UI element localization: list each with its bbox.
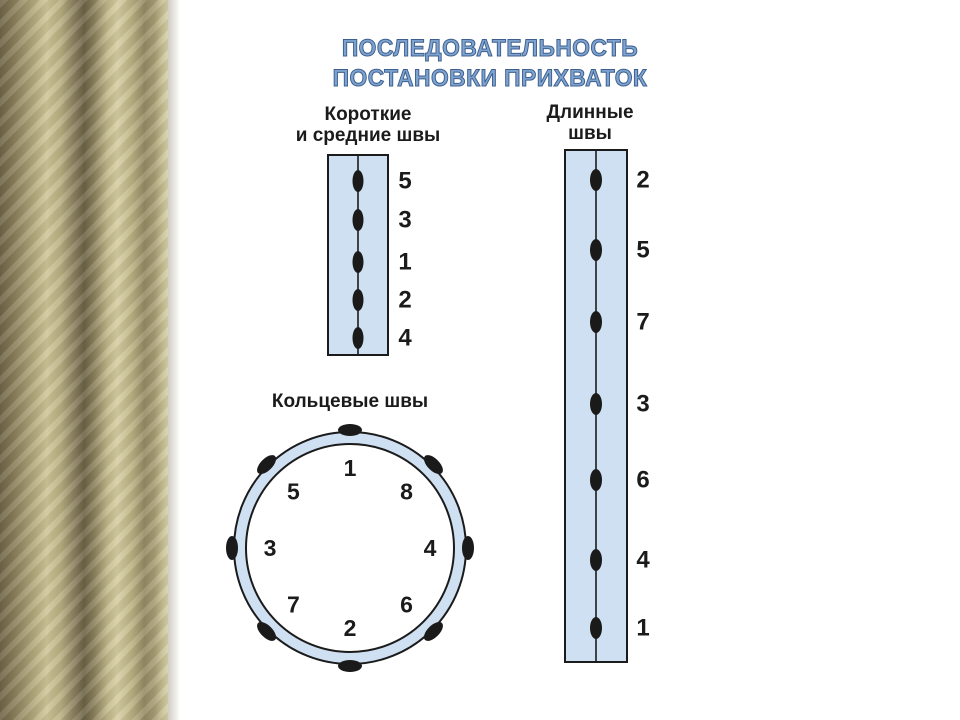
short-seam-order-number: 4 xyxy=(398,324,412,352)
short-seam-tack xyxy=(353,251,364,273)
ring-seam-diagram xyxy=(226,424,474,672)
long-seam-order-number: 3 xyxy=(636,390,650,418)
long-seam-order-number: 1 xyxy=(636,614,650,642)
short-seam-diagram xyxy=(328,155,412,355)
ring-seam-tack xyxy=(462,536,474,560)
long-seam-diagram xyxy=(565,150,650,662)
long-seam-label-line-1: Длинные xyxy=(546,102,634,123)
ring-seam-order-number: 6 xyxy=(400,591,413,618)
ring-seam-tack xyxy=(338,660,362,672)
title-line-1: ПОСЛЕДОВАТЕЛЬНОСТЬ xyxy=(341,35,639,62)
ring-seam-order-number: 4 xyxy=(423,535,437,561)
ring-seam-tack xyxy=(338,424,362,436)
long-seam-order-number: 5 xyxy=(636,236,650,264)
long-seam-tack xyxy=(590,617,602,639)
short-seam-tack xyxy=(353,327,364,349)
short-seam-label-line-2: и средние швы xyxy=(295,125,441,146)
ring-seam-order-number: 7 xyxy=(287,591,300,618)
ring-seam-tack xyxy=(226,536,238,560)
title-line-2: ПОСТАНОВКИ ПРИХВАТОК xyxy=(332,65,648,92)
long-seam-order-number: 2 xyxy=(636,166,650,194)
long-seam-order-number: 6 xyxy=(636,466,650,494)
long-seam-order-number: 4 xyxy=(636,546,650,574)
short-seam-tack xyxy=(353,170,364,192)
long-seam-tack xyxy=(590,311,602,333)
ring-seam-order-number: 8 xyxy=(400,478,413,505)
long-seam-tack xyxy=(590,393,602,415)
ring-seam-order-number: 2 xyxy=(343,615,357,641)
ring-seam-order-number: 1 xyxy=(343,455,357,481)
long-seam-tack xyxy=(590,549,602,571)
long-seam-tack xyxy=(590,239,602,261)
long-seam-order-number: 7 xyxy=(636,308,650,336)
short-seam-label-line-1: Короткие xyxy=(324,104,412,125)
short-seam-order-number: 5 xyxy=(398,167,412,195)
ring-seam-label: Кольцевые швы xyxy=(271,391,429,412)
short-seam-tack xyxy=(353,209,364,231)
short-seam-order-number: 1 xyxy=(398,248,412,276)
long-seam-tack xyxy=(590,169,602,191)
short-seam-order-number: 2 xyxy=(398,286,412,314)
long-seam-tack xyxy=(590,469,602,491)
long-seam-label-line-2: швы xyxy=(568,123,612,144)
ring-seam-order-number: 5 xyxy=(287,478,300,505)
short-seam-order-number: 3 xyxy=(398,206,412,234)
short-seam-tack xyxy=(353,289,364,311)
ring-seam-order-number: 3 xyxy=(263,535,277,561)
